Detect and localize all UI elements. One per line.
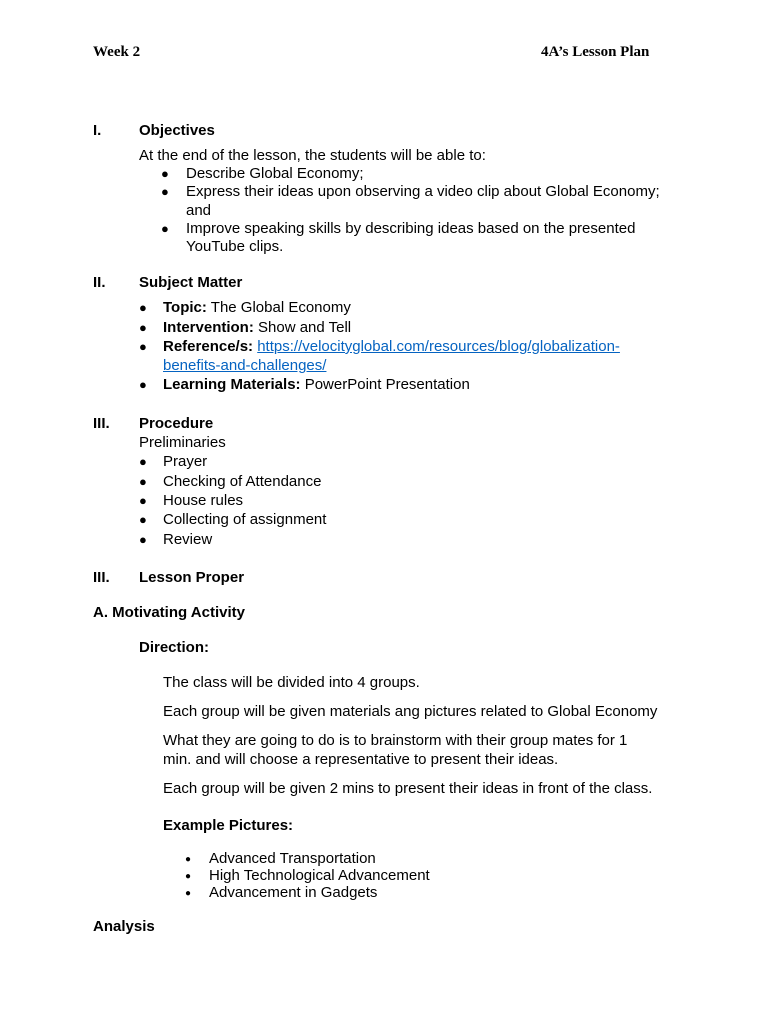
objectives-intro: At the end of the lesson, the students will be able to:: [139, 147, 486, 164]
procedure-item: Collecting of assignment: [163, 511, 327, 528]
topic-label: Topic:: [163, 299, 207, 316]
subject-intervention: [163, 318, 351, 337]
procedure-subtitle: Preliminaries: [139, 434, 226, 451]
example-item: Advancement in Gadgets: [209, 884, 378, 901]
procedure-item: Review: [163, 531, 213, 548]
header-week: Week 2: [93, 44, 141, 60]
analysis-title: Analysis: [93, 918, 155, 935]
reference-link-line2-wrap: [163, 356, 326, 375]
objective-item-continued: and: [186, 202, 212, 219]
section-title-lesson-proper: Lesson Proper: [139, 569, 245, 586]
bullet-icon: ●: [185, 854, 192, 865]
objective-item: Improve speaking skills by describing ideas based on the presented: [186, 220, 636, 237]
materials-value: PowerPoint Presentation: [300, 376, 470, 393]
bullet-icon: ●: [185, 888, 192, 899]
bullet-icon: ●: [161, 166, 169, 181]
header-plan-title: 4A’s Lesson Plan: [541, 44, 650, 60]
bullet-icon: ●: [139, 474, 147, 489]
procedure-item: Prayer: [163, 453, 208, 470]
objective-item-continued: YouTube clips.: [186, 238, 284, 255]
subject-reference: [163, 337, 620, 356]
bullet-icon: ●: [139, 512, 147, 527]
example-item: High Technological Advancement: [209, 867, 430, 884]
direction-paragraph: Each group will be given 2 mins to present their ideas in front of the class.: [163, 780, 653, 797]
materials-label: Learning Materials:: [163, 376, 301, 393]
reference-link-continued[interactable]: benefits-and-challenges/: [163, 357, 327, 374]
bullet-icon: ●: [139, 377, 147, 392]
procedure-item: Checking of Attendance: [163, 473, 322, 490]
section-number: III.: [93, 569, 110, 586]
objective-item: Express their ideas upon observing a video clip about Global Economy;: [186, 183, 660, 200]
section-title: Procedure: [139, 415, 214, 432]
bullet-icon: ●: [185, 871, 192, 882]
bullet-icon: ●: [139, 493, 147, 508]
direction-paragraph: What they are going to do is to brainstorm with their group mates for 1: [163, 732, 628, 749]
direction-label: Direction:: [139, 639, 210, 656]
section-number: III.: [93, 415, 110, 432]
direction-paragraph: The class will be divided into 4 groups.: [163, 674, 420, 691]
section-number: II.: [93, 274, 106, 291]
bullet-icon: ●: [161, 221, 169, 236]
example-pictures-title: Example Pictures:: [163, 817, 294, 834]
procedure-item: House rules: [163, 492, 244, 509]
reference-label: Reference/s:: [163, 338, 254, 355]
bullet-icon: ●: [139, 320, 147, 335]
direction-paragraph: Each group will be given materials ang pictures related to Global Economy: [163, 703, 658, 720]
section-title: Objectives: [139, 122, 215, 139]
motivating-activity-title: A. Motivating Activity: [93, 604, 245, 621]
example-item: Advanced Transportation: [209, 850, 376, 867]
bullet-icon: ●: [139, 339, 147, 354]
bullet-icon: ●: [161, 184, 169, 199]
section-number: I.: [93, 122, 102, 139]
intervention-label: Intervention:: [163, 319, 254, 336]
bullet-icon: ●: [139, 454, 147, 469]
section-title: Subject Matter: [139, 274, 243, 291]
objective-item: Describe Global Economy;: [186, 165, 364, 182]
bullet-icon: ●: [139, 532, 147, 547]
intervention-value: Show and Tell: [253, 319, 352, 336]
bullet-icon: ●: [139, 300, 147, 315]
subject-materials: [163, 375, 470, 394]
direction-paragraph-continued: min. and will choose a representative to present their ideas.: [163, 751, 559, 768]
subject-topic: [163, 298, 351, 317]
reference-link[interactable]: https://velocityglobal.com/resources/blog/globalization-: [257, 338, 620, 355]
topic-value: The Global Economy: [206, 299, 351, 316]
